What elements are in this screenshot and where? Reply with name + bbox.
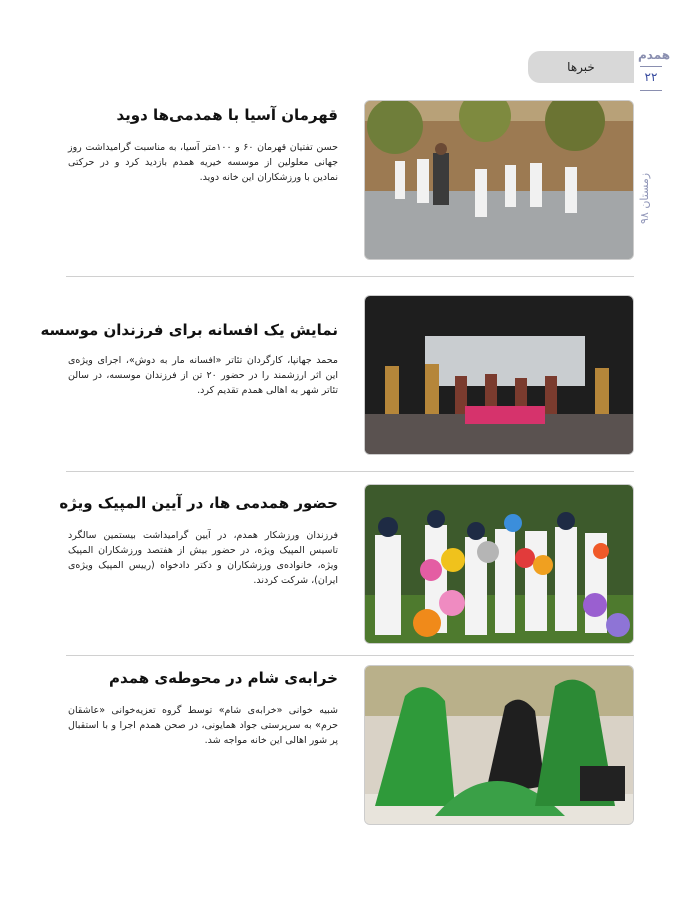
taziyeh-photo — [364, 665, 634, 825]
issue-season: زمستان ۹۸ — [638, 172, 651, 224]
news-title: حضور همدمی ها، در آیین المپیک ویژه — [59, 494, 338, 512]
news-item — [40, 295, 634, 455]
magazine-logo: همدم — [638, 48, 671, 62]
divider — [640, 66, 662, 67]
news-body: حسن تفتیان قهرمان ۶۰ و ۱۰۰متر آسیا، به مناسبت گرامیداشت روز جهانی معلولین از موسسه خیریه همدم بازدید کرد و در حرکتی نمادین با ورزشکاران این خانه دوید. — [68, 142, 338, 183]
news-body: محمد جهانپا، کارگردان تئاتر «افسانه مار به دوش»، اجرای ویژه‌ی این اثر ارزشمند را در حضور ۲۰ تن از فرزندان موسسه، در سالن تئاتر شهر به اهالی همدم تقدیم کرد. — [68, 355, 339, 396]
news-title: خرابه‌ی شام در محوطه‌ی همدم — [109, 669, 338, 687]
divider — [640, 90, 662, 91]
news-body: فرزندان ورزشکار همدم، در آیین گرامیداشت بیستمین سالگرد تاسیس المپیک ویژه، در حضور بیش از هفتصد ورزشکاران المپیک ویژه، خانواده‌ی ورزشکاران و دکتر دادخواه (رییس المپیک ویژه‌ی ایران)، شرکت کردند. — [68, 530, 338, 586]
news-title: قهرمان آسیا با همدمی‌ها دوید — [116, 106, 338, 124]
divider — [66, 471, 634, 472]
page-side-strip — [634, 40, 671, 240]
news-item — [66, 665, 634, 825]
news-body: شبیه خوانی «خرابه‌ی شام» توسط گروه تعزیه‌خوانی «عاشقان حرم» به سرپرستی جواد همایونی، در صحن همدم اجرا و با استقبال پر شور اهالی این خانه مواجه شد. — [68, 705, 338, 746]
news-item — [66, 100, 634, 260]
divider — [66, 276, 634, 277]
news-title: نمایش یک افسانه برای فرزندان موسسه — [40, 321, 338, 339]
news-item — [59, 484, 634, 644]
runners-photo — [364, 100, 634, 260]
divider — [66, 655, 634, 656]
section-tab: خبرها — [528, 51, 634, 83]
theater-photo — [364, 295, 634, 455]
page-number: ۲۲ — [644, 70, 658, 84]
balloons-photo — [364, 484, 634, 644]
